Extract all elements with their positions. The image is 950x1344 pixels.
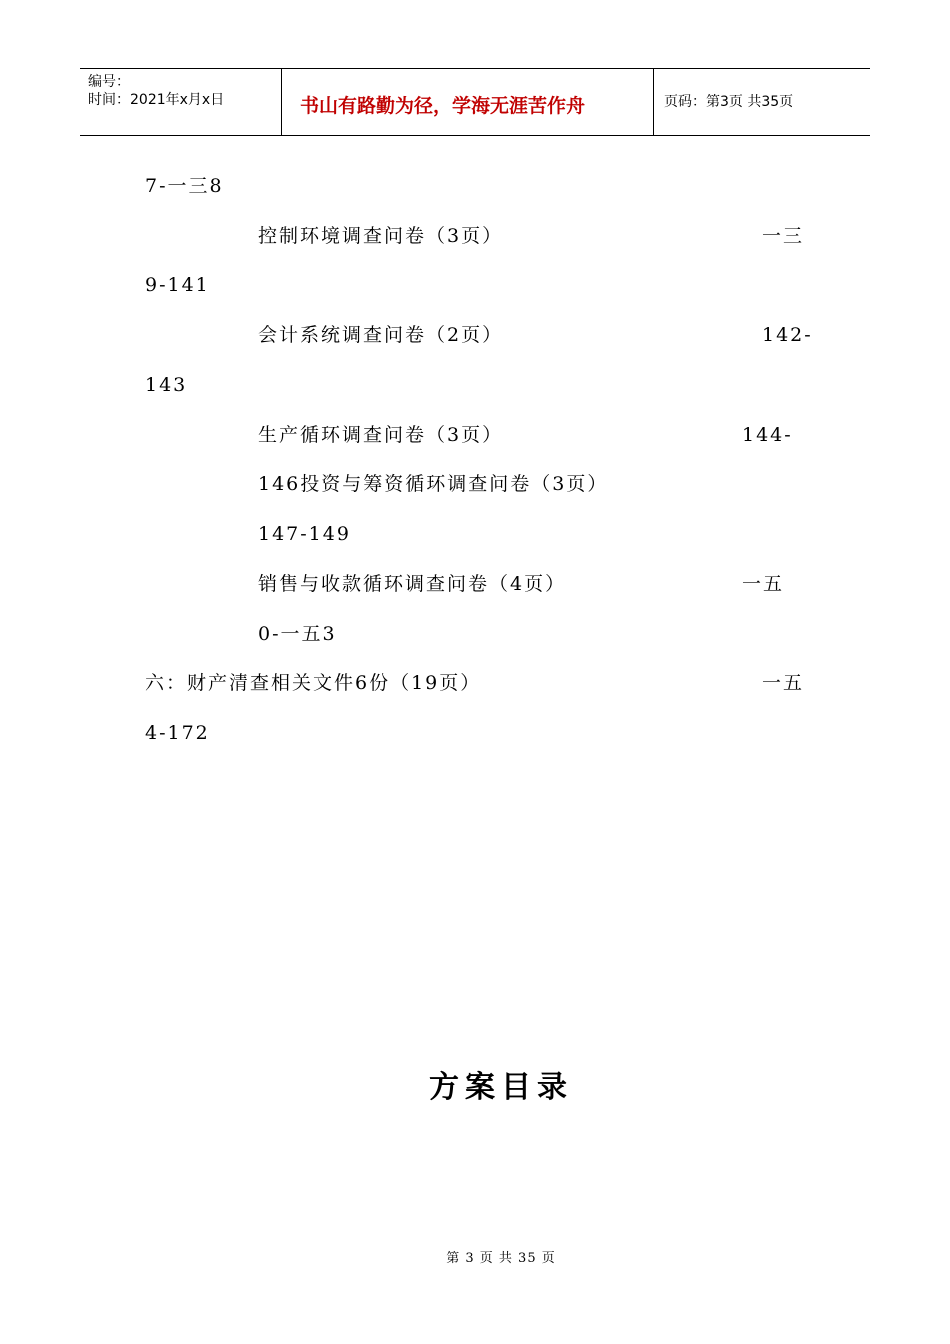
toc-entry-title: 生产循环调查问卷（3页） (258, 424, 504, 446)
header-motto: 书山有路勤为径，学海无涯苦作舟 (300, 95, 586, 117)
toc-entry-title: 控制环境调查问卷（3页） (258, 225, 504, 247)
toc-line: 143 (145, 374, 188, 396)
toc-entry-page: 一五 (762, 672, 805, 694)
header-right-cell (654, 69, 870, 135)
toc-entry-page: 一五 (742, 573, 785, 595)
toc-entry-page: 144- (742, 424, 793, 446)
header-left-cell (80, 69, 282, 135)
toc-line: 0-一五3 (258, 623, 337, 645)
toc-entry-title: 会计系统调查问卷（2页） (258, 324, 504, 346)
section-title: 方案目录 (429, 1070, 573, 1105)
header-page-indicator: 页码：第3页 共35页 (664, 94, 794, 110)
document-number-label: 编号： (88, 74, 130, 90)
toc-line: 4-172 (145, 722, 210, 744)
toc-entry-title: 销售与收款循环调查问卷（4页） (258, 573, 567, 595)
toc-line: 9-141 (145, 274, 210, 296)
toc-entry-page: 一三 (762, 225, 805, 247)
header-middle-cell (282, 69, 654, 135)
page-header (80, 68, 870, 136)
toc-entry-title: 六：财产清查相关文件6份（19页） (145, 672, 482, 694)
document-date-label: 时间：2021年x月x日 (88, 92, 225, 108)
toc-line: 7-一三8 (145, 175, 224, 197)
toc-line: 146投资与筹资循环调查问卷（3页） (258, 473, 609, 495)
page-footer: 第 3 页 共 35 页 (446, 1251, 556, 1266)
toc-entry-page: 142- (762, 324, 813, 346)
toc-line: 147-149 (258, 523, 351, 545)
